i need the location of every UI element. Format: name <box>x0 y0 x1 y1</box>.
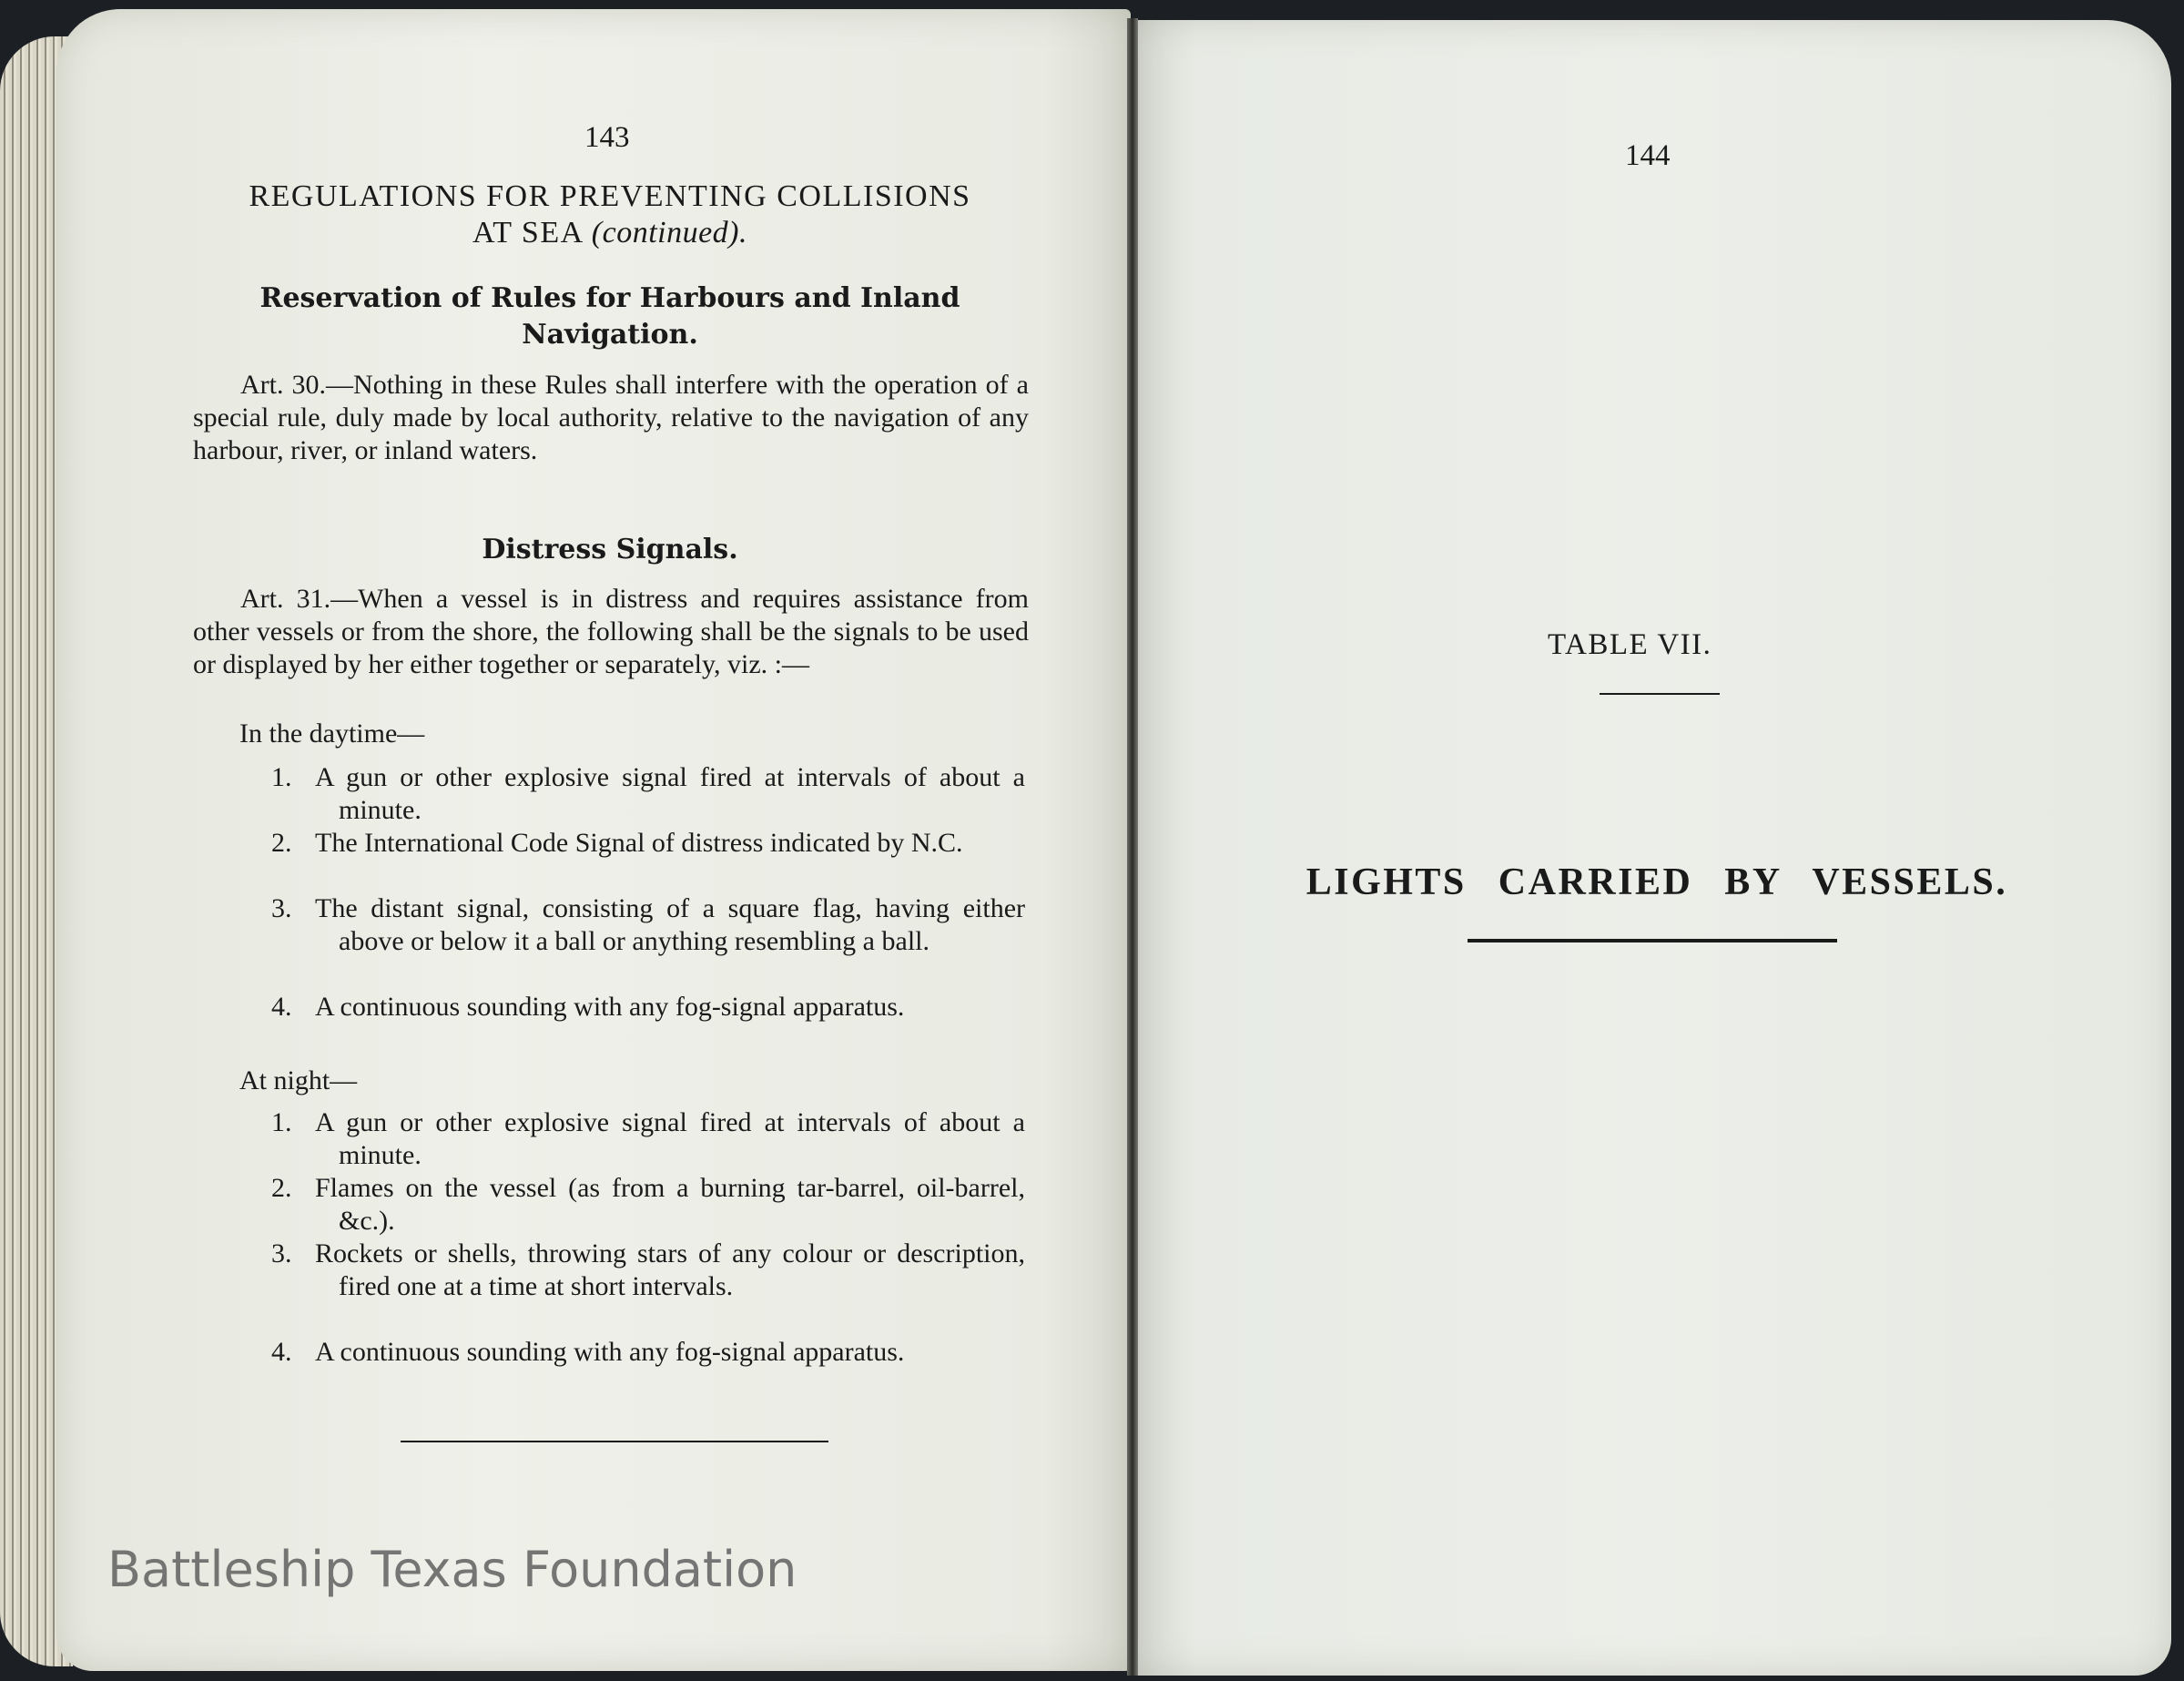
daytime-label: In the daytime— <box>239 718 425 749</box>
table-label: TABLE VII. <box>1548 628 1712 661</box>
item-text: The distant signal, consisting of a square flag, having either above or below it a ball or anything resembling a ball. <box>315 893 1025 956</box>
page-heading <box>187 178 1033 251</box>
book-gutter <box>1127 18 1138 1676</box>
daytime-item <box>271 761 1025 827</box>
daytime-item <box>271 892 1025 958</box>
section-title-reservation <box>196 280 1024 353</box>
table-title: LIGHTS CARRIED BY VESSELS. <box>1305 861 2008 903</box>
heading-line2: AT SEA <box>472 216 583 250</box>
section-title-line2: Navigation. <box>522 319 698 351</box>
item-text: Flames on the vessel (as from a burning tar-barrel, oil-barrel, &c.). <box>315 1173 1025 1236</box>
end-rule <box>401 1441 828 1442</box>
item-number: 3. <box>271 893 292 923</box>
page-number-right: 144 <box>1625 139 1671 172</box>
article-31 <box>193 583 1029 681</box>
item-number: 2. <box>271 1173 292 1203</box>
article-31-text: Art. 31.—When a vessel is in distress and requires assistance from other vessels or from the shore, the following shall be the signals to be used or displayed by her either together or separately, viz. :— <box>193 584 1029 679</box>
item-number: 2. <box>271 828 292 858</box>
item-text: A continuous sounding with any fog-signal apparatus. <box>315 1337 905 1367</box>
watermark: Battleship Texas Foundation <box>107 1541 797 1598</box>
right-page <box>1133 20 2171 1676</box>
section-title-distress: Distress Signals. <box>482 534 738 565</box>
title-rule <box>1468 939 1837 942</box>
item-text: The International Code Signal of distress indicated by N.C. <box>315 828 963 858</box>
daytime-item <box>271 991 1025 1024</box>
article-30 <box>193 369 1029 467</box>
daytime-item <box>271 827 1025 860</box>
night-item <box>271 1172 1025 1238</box>
table-label-rule <box>1600 693 1720 695</box>
item-text: A gun or other explosive signal fired at intervals of about a minute. <box>315 1107 1025 1170</box>
night-label: At night— <box>239 1065 358 1095</box>
night-item <box>271 1336 1025 1369</box>
item-number: 3. <box>271 1238 292 1268</box>
heading-line1: REGULATIONS FOR PREVENTING COLLISIONS <box>249 179 971 213</box>
item-number: 1. <box>271 1107 292 1137</box>
item-number: 4. <box>271 992 292 1022</box>
item-number: 1. <box>271 762 292 792</box>
night-item <box>271 1238 1025 1303</box>
item-text: A gun or other explosive signal fired at intervals of about a minute. <box>315 762 1025 825</box>
item-number: 4. <box>271 1337 292 1367</box>
item-text: A continuous sounding with any fog-signal apparatus. <box>315 992 905 1022</box>
night-item <box>271 1106 1025 1172</box>
item-text: Rockets or shells, throwing stars of any colour or description, fired one at a time at short intervals. <box>315 1238 1025 1301</box>
heading-continued: (continued). <box>591 216 747 250</box>
article-30-text: Art. 30.—Nothing in these Rules shall interfere with the operation of a special rule, duly made by local authority, relative to the navigation of any harbour, river, or inland waters. <box>193 370 1029 465</box>
section-title-line1: Reservation of Rules for Harbours and Inland <box>259 282 960 314</box>
page-number-left: 143 <box>584 121 630 154</box>
